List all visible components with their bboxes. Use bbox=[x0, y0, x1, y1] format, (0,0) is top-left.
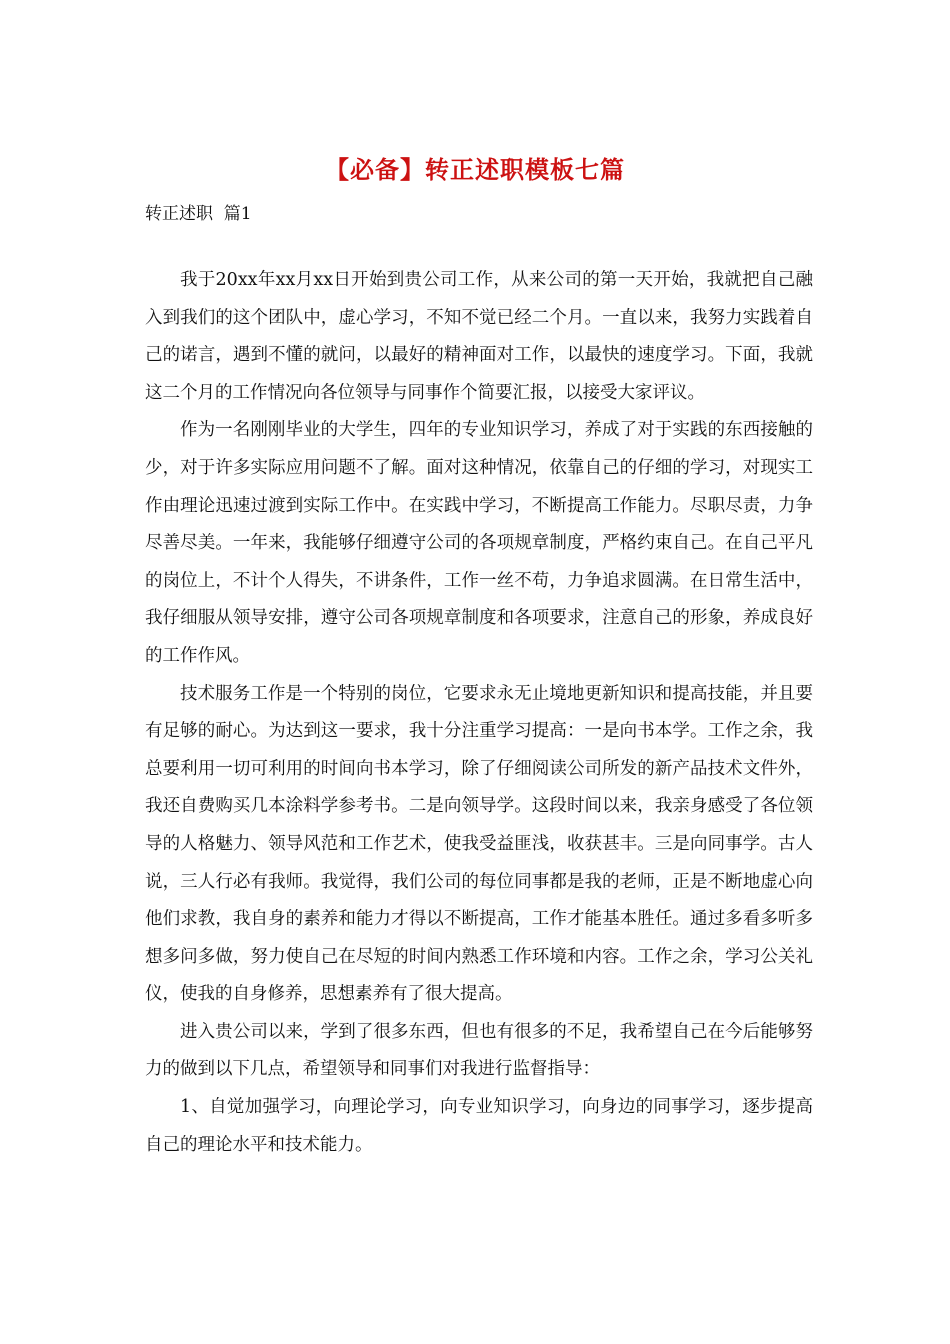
document-body bbox=[145, 262, 813, 1164]
paragraph: 我于20xx年xx月xx日开始到贵公司工作，从来公司的第一天开始，我就把自己融入到我们的这个团队中，虚心学习，不知不觉已经二个月。一直以来，我努力实践着自己的诺言，遇到不懂的就问，以最好的精神面对工作，以最快的速度学习。下面，我就这二个月的工作情况向各位领导与同事作个简要汇报，以接受大家评议。 bbox=[145, 270, 813, 403]
paragraph: 技术服务工作是一个特别的岗位，它要求永无止境地更新知识和提高技能，并且要有足够的耐心。为达到这一要求，我十分注重学习提高：一是向书本学。工作之余，我总要利用一切可利用的时间向书本学习，除了仔细阅读公司所发的新产品技术文件外，我还自费购买几本涂料学参考书。二是向领导学。这段时间以来，我亲身感受了各位领导的人格魅力、领导风范和工作艺术，使我受益匪浅，收获甚丰。三是向同事学。古人说，三人行必有我师。我觉得，我们公司的每位同事都是我的老师，正是不断地虚心向他们求教，我自身的素养和能力才得以不断提高，工作才能基本胜任。通过多看多听多想多问多做，努力使自己在尽短的时间内熟悉工作环境和内容。工作之余，学习公关礼仪，使我的自身修养，思想素养有了很大提高。 bbox=[145, 683, 813, 1005]
document-title: 【必备】转正述职模板七篇 bbox=[325, 155, 625, 184]
section-heading: 转正述职 篇1 bbox=[145, 204, 252, 224]
paragraph: 作为一名刚刚毕业的大学生，四年的专业知识学习，养成了对于实践的东西接触的少，对于许多实际应用问题不了解。面对这种情况，依靠自己的仔细的学习，对现实工作由理论迅速过渡到实际工作中。在实践中学习，不断提高工作能力。尽职尽责，力争尽善尽美。一年来，我能够仔细遵守公司的各项规章制度，严格约束自己。在自己平凡的岗位上，不计个人得失，不讲条件，工作一丝不苟，力争追求圆满。在日常生活中，我仔细服从领导安排，遵守公司各项规章制度和各项要求，注意自己的形象，养成良好的工作作风。 bbox=[145, 420, 813, 666]
paragraph: 进入贵公司以来，学到了很多东西，但也有很多的不足，我希望自己在今后能够努力的做到以下几点，希望领导和同事们对我进行监督指导： bbox=[145, 1021, 813, 1080]
paragraph: 1、自觉加强学习，向理论学习，向专业知识学习，向身边的同事学习，逐步提高自己的理论水平和技术能力。 bbox=[145, 1097, 813, 1155]
